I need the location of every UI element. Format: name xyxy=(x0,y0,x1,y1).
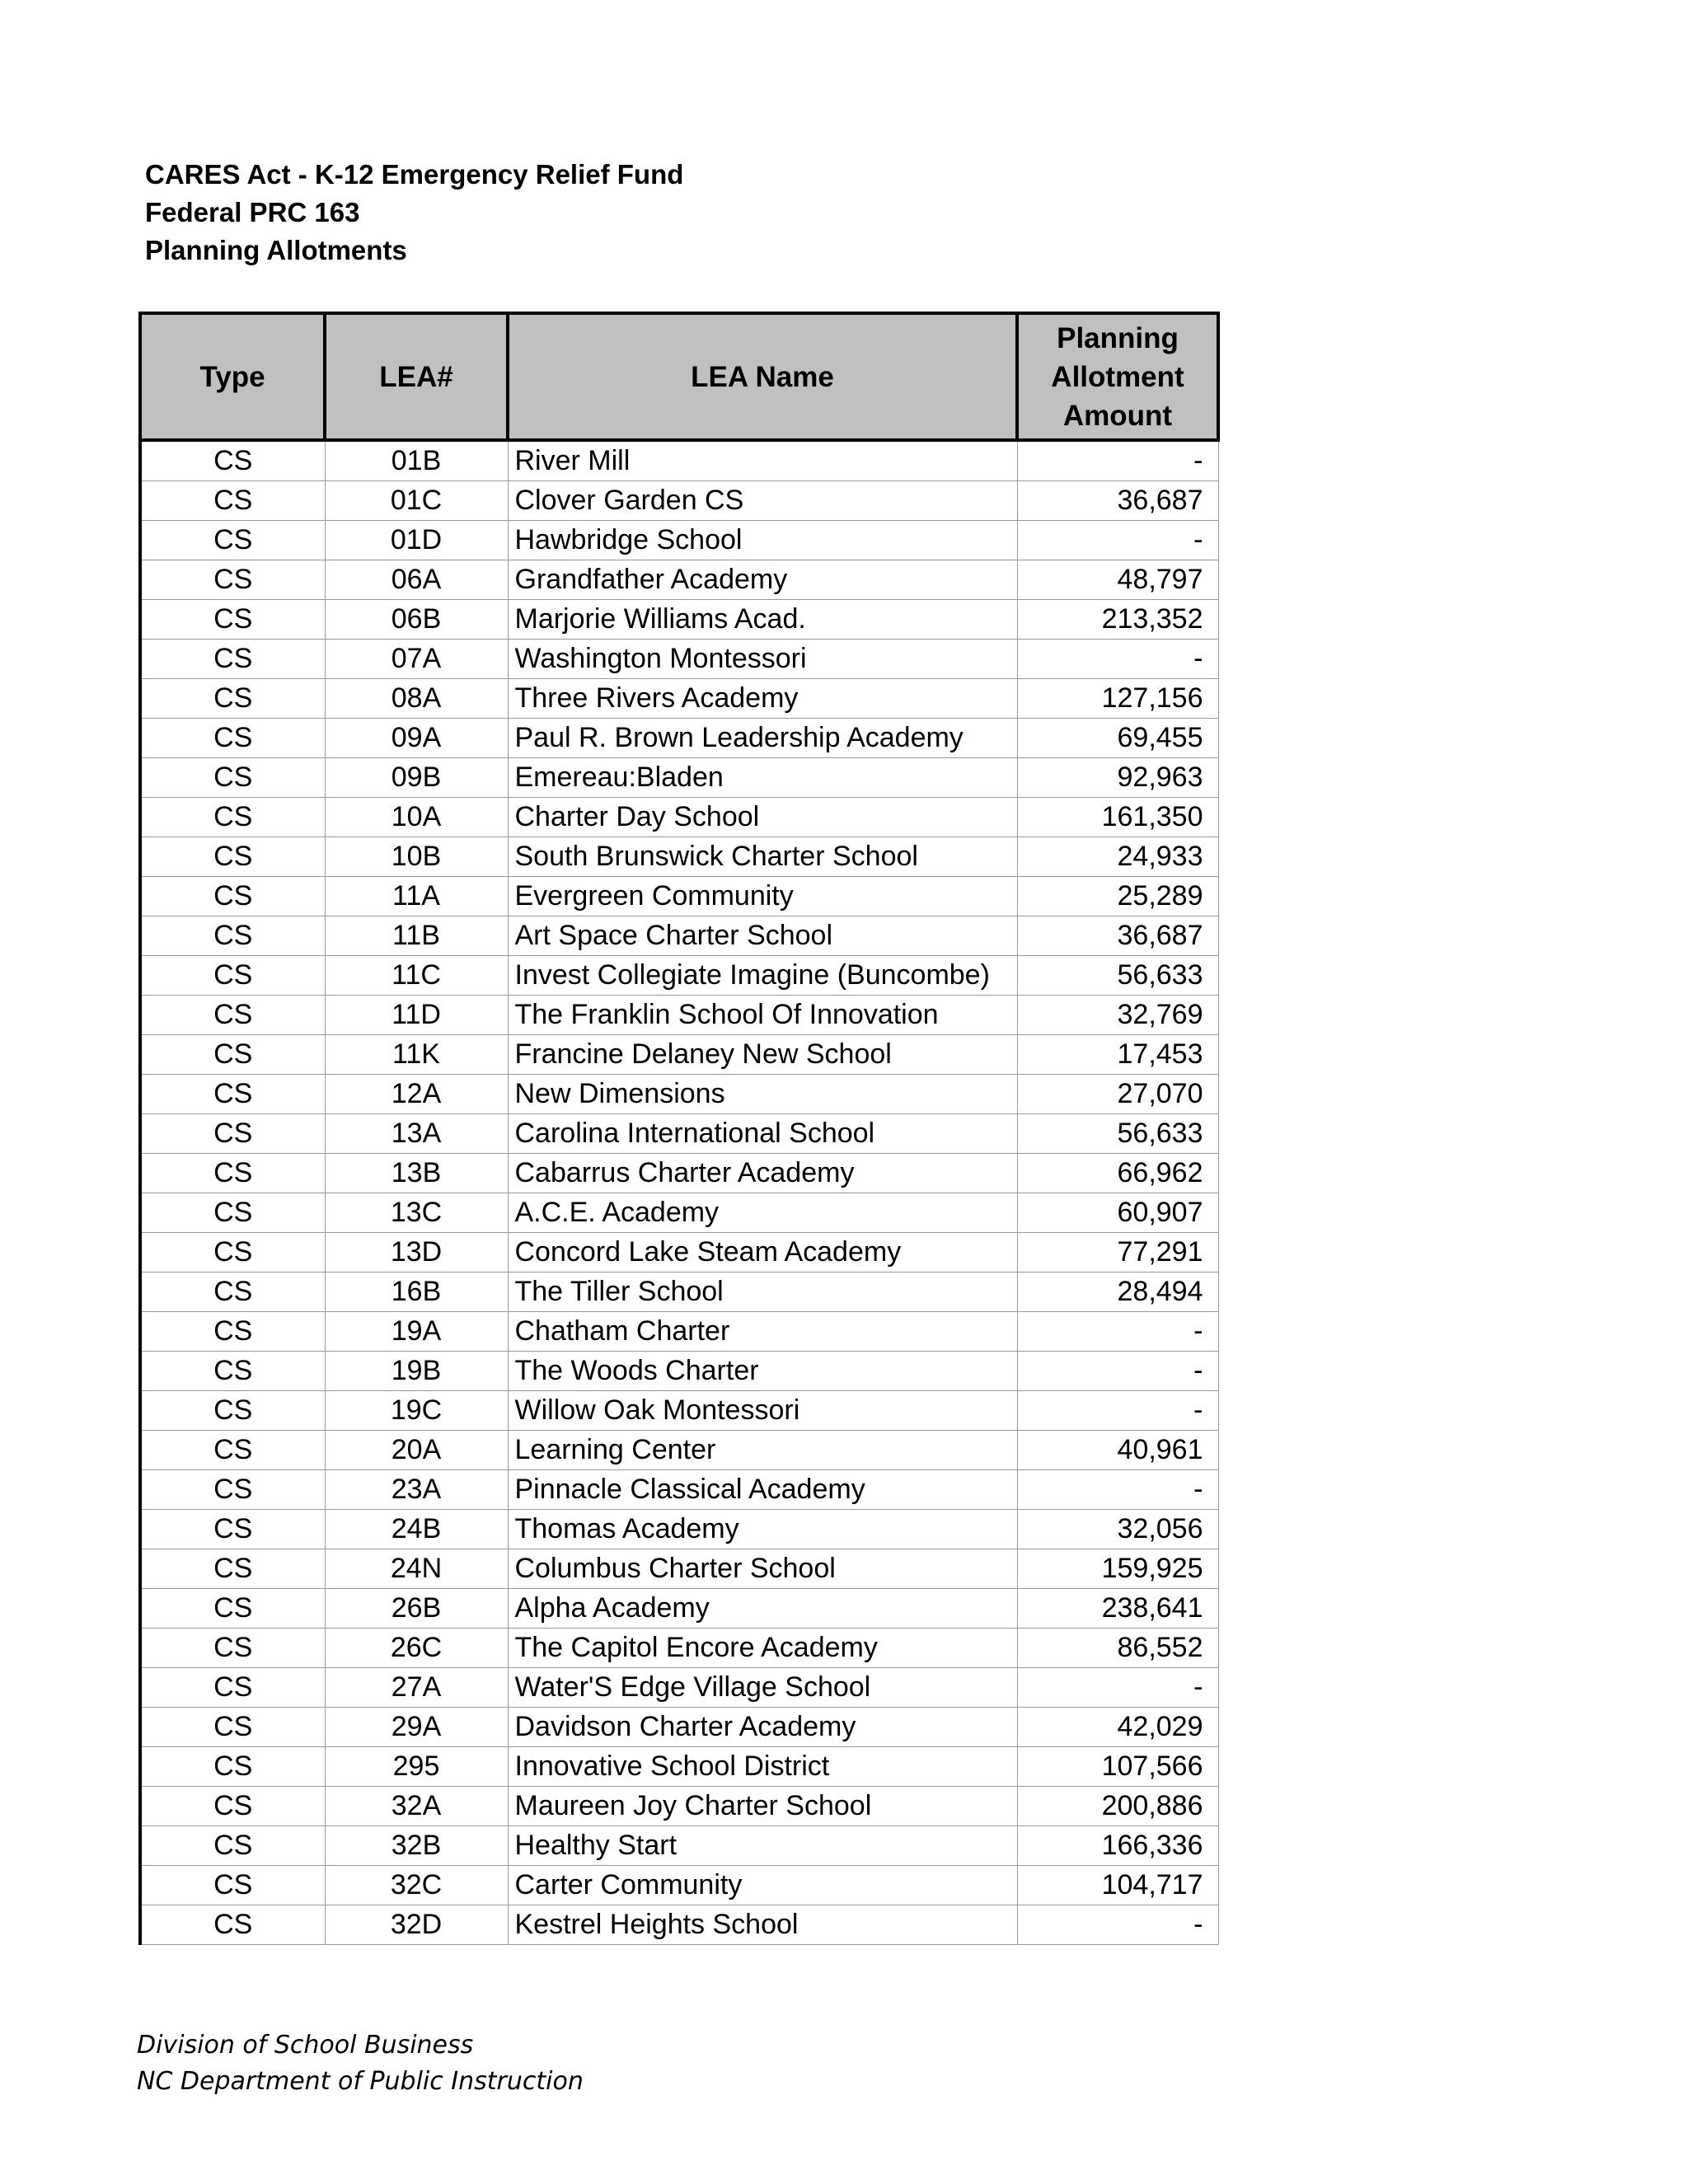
cell-amount: 86,552 xyxy=(1017,1629,1218,1668)
cell-amount: 27,070 xyxy=(1017,1075,1218,1114)
cell-lea-number: 11B xyxy=(325,916,508,956)
table-row xyxy=(140,481,1218,521)
cell-lea-number: 29A xyxy=(325,1708,508,1747)
cell-type: CS xyxy=(140,956,325,996)
cell-lea-number: 32D xyxy=(325,1905,508,1945)
table-row xyxy=(140,877,1218,916)
cell-type: CS xyxy=(140,679,325,719)
cell-amount: - xyxy=(1017,1668,1218,1708)
cell-type: CS xyxy=(140,877,325,916)
cell-lea-name: River Mill xyxy=(508,440,1017,481)
cell-lea-number: 09B xyxy=(325,758,508,798)
cell-amount: 69,455 xyxy=(1017,719,1218,758)
table-row xyxy=(140,521,1218,560)
cell-type: CS xyxy=(140,1312,325,1352)
cell-lea-name: Washington Montessori xyxy=(508,640,1017,679)
table-row xyxy=(140,600,1218,640)
document-header xyxy=(145,155,683,269)
cell-amount: 77,291 xyxy=(1017,1233,1218,1272)
cell-type: CS xyxy=(140,758,325,798)
cell-type: CS xyxy=(140,1549,325,1589)
cell-type: CS xyxy=(140,798,325,837)
cell-lea-name: Water'S Edge Village School xyxy=(508,1668,1017,1708)
table-row xyxy=(140,640,1218,679)
cell-type: CS xyxy=(140,1114,325,1154)
table-row xyxy=(140,1272,1218,1312)
cell-lea-number: 12A xyxy=(325,1075,508,1114)
table-row xyxy=(140,1747,1218,1787)
table-row xyxy=(140,837,1218,877)
cell-lea-number: 11A xyxy=(325,877,508,916)
cell-lea-number: 01C xyxy=(325,481,508,521)
cell-lea-name: Francine Delaney New School xyxy=(508,1035,1017,1075)
cell-lea-name: Thomas Academy xyxy=(508,1510,1017,1549)
cell-lea-number: 19C xyxy=(325,1391,508,1431)
cell-lea-name: Alpha Academy xyxy=(508,1589,1017,1629)
column-header-amount: Planning Allotment Amount xyxy=(1017,313,1218,440)
cell-type: CS xyxy=(140,1035,325,1075)
cell-type: CS xyxy=(140,640,325,679)
cell-type: CS xyxy=(140,1075,325,1114)
cell-lea-name: Cabarrus Charter Academy xyxy=(508,1154,1017,1193)
report-program: Federal PRC 163 xyxy=(145,197,360,227)
table-row xyxy=(140,1154,1218,1193)
cell-type: CS xyxy=(140,1629,325,1668)
cell-amount: 104,717 xyxy=(1017,1866,1218,1905)
cell-type: CS xyxy=(140,1787,325,1826)
cell-amount: 213,352 xyxy=(1017,600,1218,640)
cell-amount: 25,289 xyxy=(1017,877,1218,916)
table-row xyxy=(140,1668,1218,1708)
cell-type: CS xyxy=(140,560,325,600)
cell-type: CS xyxy=(140,1233,325,1272)
table-row xyxy=(140,1035,1218,1075)
table-row xyxy=(140,758,1218,798)
table-row xyxy=(140,1826,1218,1866)
cell-type: CS xyxy=(140,1510,325,1549)
cell-amount: 200,886 xyxy=(1017,1787,1218,1826)
cell-amount: 28,494 xyxy=(1017,1272,1218,1312)
table-row xyxy=(140,1549,1218,1589)
report-subtitle: Planning Allotments xyxy=(145,235,407,265)
cell-lea-name: Willow Oak Montessori xyxy=(508,1391,1017,1431)
table-row xyxy=(140,679,1218,719)
table-row xyxy=(140,1352,1218,1391)
table-row xyxy=(140,1470,1218,1510)
cell-amount: 127,156 xyxy=(1017,679,1218,719)
cell-type: CS xyxy=(140,440,325,481)
cell-lea-name: A.C.E. Academy xyxy=(508,1193,1017,1233)
cell-amount: - xyxy=(1017,1470,1218,1510)
cell-amount: 32,769 xyxy=(1017,996,1218,1035)
cell-lea-number: 08A xyxy=(325,679,508,719)
cell-type: CS xyxy=(140,1708,325,1747)
document-footer xyxy=(137,2027,584,2100)
cell-lea-number: 32A xyxy=(325,1787,508,1826)
cell-lea-name: The Tiller School xyxy=(508,1272,1017,1312)
cell-amount: - xyxy=(1017,640,1218,679)
cell-lea-number: 19A xyxy=(325,1312,508,1352)
cell-lea-name: Grandfather Academy xyxy=(508,560,1017,600)
cell-lea-name: Charter Day School xyxy=(508,798,1017,837)
cell-amount: 40,961 xyxy=(1017,1431,1218,1470)
cell-lea-number: 13B xyxy=(325,1154,508,1193)
cell-type: CS xyxy=(140,1272,325,1312)
cell-lea-number: 13A xyxy=(325,1114,508,1154)
cell-lea-name: Marjorie Williams Acad. xyxy=(508,600,1017,640)
cell-amount: 56,633 xyxy=(1017,956,1218,996)
cell-type: CS xyxy=(140,996,325,1035)
cell-lea-number: 11K xyxy=(325,1035,508,1075)
cell-lea-number: 10A xyxy=(325,798,508,837)
cell-type: CS xyxy=(140,719,325,758)
cell-lea-name: Carter Community xyxy=(508,1866,1017,1905)
cell-amount: 36,687 xyxy=(1017,481,1218,521)
table-row xyxy=(140,956,1218,996)
table-row xyxy=(140,1510,1218,1549)
cell-amount: 66,962 xyxy=(1017,1154,1218,1193)
cell-lea-number: 24B xyxy=(325,1510,508,1549)
cell-lea-number: 32B xyxy=(325,1826,508,1866)
cell-amount: 42,029 xyxy=(1017,1708,1218,1747)
cell-amount: - xyxy=(1017,1312,1218,1352)
column-header-lea-number: LEA# xyxy=(325,313,508,440)
cell-type: CS xyxy=(140,837,325,877)
table-row xyxy=(140,440,1218,481)
cell-lea-number: 19B xyxy=(325,1352,508,1391)
table-row xyxy=(140,560,1218,600)
table-body xyxy=(140,440,1218,1945)
table-row xyxy=(140,1629,1218,1668)
cell-lea-number: 01D xyxy=(325,521,508,560)
table-row xyxy=(140,1431,1218,1470)
cell-type: CS xyxy=(140,1866,325,1905)
cell-lea-name: Pinnacle Classical Academy xyxy=(508,1470,1017,1510)
cell-lea-number: 26B xyxy=(325,1589,508,1629)
cell-type: CS xyxy=(140,1193,325,1233)
cell-lea-number: 06A xyxy=(325,560,508,600)
table-row xyxy=(140,1589,1218,1629)
table-row xyxy=(140,798,1218,837)
cell-amount: 92,963 xyxy=(1017,758,1218,798)
table-row xyxy=(140,719,1218,758)
cell-lea-name: Innovative School District xyxy=(508,1747,1017,1787)
cell-lea-number: 11C xyxy=(325,956,508,996)
table-row xyxy=(140,1075,1218,1114)
cell-type: CS xyxy=(140,1470,325,1510)
cell-amount: - xyxy=(1017,1391,1218,1431)
cell-lea-number: 06B xyxy=(325,600,508,640)
cell-lea-number: 23A xyxy=(325,1470,508,1510)
cell-lea-name: Maureen Joy Charter School xyxy=(508,1787,1017,1826)
cell-lea-name: Paul R. Brown Leadership Academy xyxy=(508,719,1017,758)
cell-amount: 56,633 xyxy=(1017,1114,1218,1154)
cell-lea-name: New Dimensions xyxy=(508,1075,1017,1114)
table-row xyxy=(140,1905,1218,1945)
cell-type: CS xyxy=(140,1589,325,1629)
cell-lea-number: 09A xyxy=(325,719,508,758)
cell-amount: 159,925 xyxy=(1017,1549,1218,1589)
cell-amount: 60,907 xyxy=(1017,1193,1218,1233)
cell-lea-name: South Brunswick Charter School xyxy=(508,837,1017,877)
cell-type: CS xyxy=(140,1391,325,1431)
cell-amount: 238,641 xyxy=(1017,1589,1218,1629)
cell-lea-number: 20A xyxy=(325,1431,508,1470)
cell-type: CS xyxy=(140,481,325,521)
table-row xyxy=(140,1193,1218,1233)
cell-amount: 24,933 xyxy=(1017,837,1218,877)
allotments-table xyxy=(138,312,1220,1945)
report-title: CARES Act - K-12 Emergency Relief Fund xyxy=(145,159,684,190)
cell-type: CS xyxy=(140,600,325,640)
cell-amount: 161,350 xyxy=(1017,798,1218,837)
cell-lea-name: The Capitol Encore Academy xyxy=(508,1629,1017,1668)
cell-lea-number: 295 xyxy=(325,1747,508,1787)
footer-department: NC Department of Public Instruction xyxy=(137,2067,584,2096)
cell-amount: 48,797 xyxy=(1017,560,1218,600)
cell-lea-name: Chatham Charter xyxy=(508,1312,1017,1352)
cell-type: CS xyxy=(140,916,325,956)
cell-lea-number: 10B xyxy=(325,837,508,877)
cell-lea-name: Evergreen Community xyxy=(508,877,1017,916)
table-row xyxy=(140,1708,1218,1747)
cell-lea-name: Columbus Charter School xyxy=(508,1549,1017,1589)
cell-lea-name: The Woods Charter xyxy=(508,1352,1017,1391)
cell-type: CS xyxy=(140,1826,325,1866)
cell-lea-name: Carolina International School xyxy=(508,1114,1017,1154)
table-row xyxy=(140,1233,1218,1272)
table-row xyxy=(140,1866,1218,1905)
cell-lea-number: 13C xyxy=(325,1193,508,1233)
cell-lea-number: 01B xyxy=(325,440,508,481)
cell-type: CS xyxy=(140,1154,325,1193)
cell-amount: 107,566 xyxy=(1017,1747,1218,1787)
cell-lea-name: Kestrel Heights School xyxy=(508,1905,1017,1945)
cell-lea-number: 16B xyxy=(325,1272,508,1312)
cell-type: CS xyxy=(140,1431,325,1470)
cell-amount: - xyxy=(1017,1905,1218,1945)
cell-type: CS xyxy=(140,1747,325,1787)
cell-amount: 36,687 xyxy=(1017,916,1218,956)
cell-lea-name: Three Rivers Academy xyxy=(508,679,1017,719)
table-row xyxy=(140,996,1218,1035)
cell-type: CS xyxy=(140,521,325,560)
cell-lea-name: Davidson Charter Academy xyxy=(508,1708,1017,1747)
cell-type: CS xyxy=(140,1352,325,1391)
cell-amount: - xyxy=(1017,440,1218,481)
table-row xyxy=(140,1787,1218,1826)
cell-amount: 166,336 xyxy=(1017,1826,1218,1866)
cell-type: CS xyxy=(140,1668,325,1708)
cell-lea-number: 24N xyxy=(325,1549,508,1589)
cell-lea-name: Hawbridge School xyxy=(508,521,1017,560)
cell-lea-name: Learning Center xyxy=(508,1431,1017,1470)
column-header-type: Type xyxy=(140,313,325,440)
column-header-lea-name: LEA Name xyxy=(508,313,1017,440)
cell-lea-name: Invest Collegiate Imagine (Buncombe) xyxy=(508,956,1017,996)
cell-type: CS xyxy=(140,1905,325,1945)
cell-lea-name: Art Space Charter School xyxy=(508,916,1017,956)
cell-lea-number: 27A xyxy=(325,1668,508,1708)
cell-lea-name: Emereau:Bladen xyxy=(508,758,1017,798)
table-header-row xyxy=(140,313,1218,440)
cell-lea-name: The Franklin School Of Innovation xyxy=(508,996,1017,1035)
cell-lea-number: 26C xyxy=(325,1629,508,1668)
cell-amount: 32,056 xyxy=(1017,1510,1218,1549)
footer-division: Division of School Business xyxy=(137,2031,474,2060)
cell-amount: 17,453 xyxy=(1017,1035,1218,1075)
table-row xyxy=(140,1391,1218,1431)
cell-lea-number: 07A xyxy=(325,640,508,679)
table-row xyxy=(140,916,1218,956)
cell-lea-number: 13D xyxy=(325,1233,508,1272)
cell-lea-number: 32C xyxy=(325,1866,508,1905)
cell-amount: - xyxy=(1017,1352,1218,1391)
cell-lea-name: Concord Lake Steam Academy xyxy=(508,1233,1017,1272)
cell-amount: - xyxy=(1017,521,1218,560)
table-row xyxy=(140,1114,1218,1154)
table-row xyxy=(140,1312,1218,1352)
cell-lea-number: 11D xyxy=(325,996,508,1035)
cell-lea-name: Healthy Start xyxy=(508,1826,1017,1866)
cell-lea-name: Clover Garden CS xyxy=(508,481,1017,521)
